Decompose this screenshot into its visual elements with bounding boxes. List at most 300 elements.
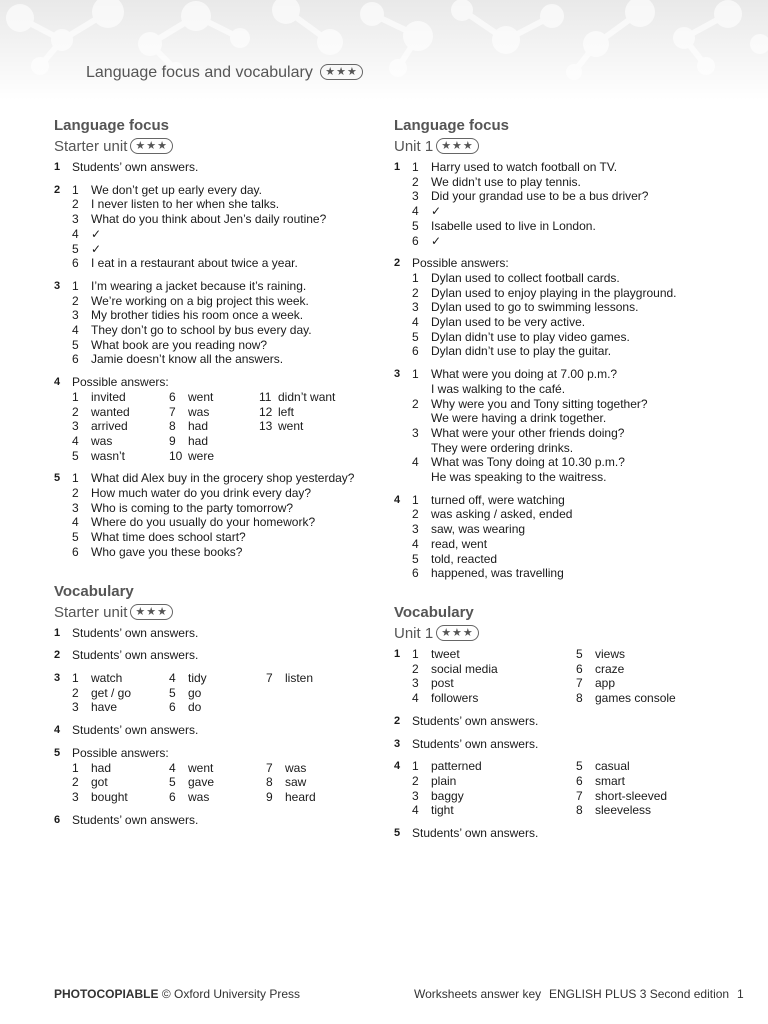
item-number: 2: [72, 486, 79, 501]
item-text: What was Tony doing at 10.30 p.m.?: [431, 455, 625, 470]
item-text: gave: [188, 775, 215, 790]
item-number: 1: [412, 492, 419, 507]
item-number: 3: [72, 789, 79, 804]
stars-badge: ★★★: [436, 625, 479, 641]
item-text: post: [431, 676, 454, 691]
item-number: 7: [576, 788, 583, 803]
item-text: went: [188, 389, 214, 404]
exercise-2: [54, 183, 384, 271]
item-text: My brother tidies his room once a week.: [91, 308, 304, 323]
item-text: was: [285, 760, 307, 775]
item-number: 3: [72, 500, 79, 515]
exercise-number: 5: [54, 746, 61, 759]
exercise-4: [54, 375, 384, 463]
grid-cell: [72, 449, 169, 464]
item-text: We’re working on a big project this week.: [91, 293, 309, 308]
item-text: do: [188, 700, 202, 715]
item-text: had: [188, 433, 209, 448]
grid-cell: [576, 789, 716, 804]
item-text: Dylan didn’t use to play video games.: [431, 329, 630, 344]
subheading-text: Starter unit: [54, 603, 128, 621]
grid-cell: [72, 775, 169, 790]
item-number: 1: [72, 471, 79, 486]
item-number: 5: [169, 775, 176, 790]
answer-grid: [412, 759, 734, 818]
item-text: went: [188, 760, 214, 775]
exercise-3: [54, 279, 384, 367]
item-text: short-sleeved: [595, 788, 668, 803]
answer-item: [412, 286, 734, 301]
answer-item: [412, 522, 734, 537]
answer-list: [412, 367, 734, 485]
grid-cell: [412, 662, 576, 677]
page-title: [86, 64, 363, 82]
item-number: 1: [412, 160, 419, 174]
grid-cell: [259, 419, 359, 434]
stars-badge: ★★★: [130, 604, 173, 620]
answer-intro: Possible answers:: [412, 256, 509, 271]
item-text: got: [91, 775, 108, 790]
language-focus-heading: Language focus: [54, 117, 170, 134]
item-number: 6: [72, 544, 79, 559]
item-text: I never listen to her when she talks.: [91, 197, 280, 212]
item-number: 3: [412, 676, 419, 691]
item-text: Did your grandad use to be a bus driver?: [431, 189, 649, 204]
item-number: 2: [412, 773, 419, 788]
item-number: 1: [72, 389, 79, 404]
vocabulary-heading: Vocabulary: [394, 603, 474, 621]
item-text: Where do you usually do your homework?: [91, 515, 316, 530]
answer-item: [72, 530, 384, 545]
item-text: was: [188, 404, 210, 419]
item-number: 5: [412, 218, 419, 233]
exercise-number: 2: [54, 649, 61, 662]
item-number: 6: [169, 789, 176, 804]
grid-cell: [259, 390, 359, 405]
answer-text: Students’ own answers.: [412, 736, 539, 751]
item-text: What did Alex buy in the grocery shop yesterday?: [91, 471, 355, 486]
answer-item: [412, 507, 734, 522]
grid-cell: [266, 761, 356, 776]
item-number: 1: [72, 182, 79, 197]
item-number: 7: [266, 760, 273, 775]
footer-edition: ENGLISH PLUS 3 Second edition: [549, 987, 730, 1001]
item-number: 2: [412, 285, 419, 300]
item-number: 8: [576, 803, 583, 818]
item-text: app: [595, 676, 616, 691]
item-text: social media: [431, 661, 498, 676]
grid-cell: [576, 676, 716, 691]
grid-cell: [412, 789, 576, 804]
item-text: was asking / asked, ended: [431, 507, 573, 522]
answer-list: [412, 271, 734, 359]
item-text: They don’t go to school by bus every day.: [91, 323, 312, 338]
exercise-5: [54, 746, 384, 805]
item-number: 7: [266, 670, 273, 685]
starter-unit-subheading: [54, 602, 384, 624]
item-text: What were your other friends doing?: [431, 425, 625, 440]
stars-badge: ★★★: [320, 64, 363, 80]
item-text: saw: [285, 775, 307, 790]
answer-list: [412, 160, 734, 248]
exercise-4: [394, 759, 734, 818]
answer-item: [412, 344, 734, 359]
grid-cell: [169, 419, 259, 434]
item-text: Who is coming to the party tomorrow?: [91, 500, 294, 515]
exercise-number: 1: [394, 161, 401, 173]
item-number: 8: [576, 691, 583, 706]
grid-cell: [169, 790, 266, 805]
item-text: tidy: [188, 670, 207, 685]
item-text: sleeveless: [595, 803, 652, 818]
item-text: followers: [431, 691, 479, 706]
item-text: bought: [91, 789, 128, 804]
item-text: I eat in a restaurant about twice a year.: [91, 256, 298, 271]
item-subtext: We were having a drink together.: [431, 411, 607, 426]
answer-intro: Possible answers:: [72, 745, 169, 760]
grid-cell: [72, 790, 169, 805]
item-text: were: [188, 448, 215, 463]
grid-cell: [412, 803, 576, 818]
grid-cell: [412, 676, 576, 691]
item-text: We didn’t use to play tennis.: [431, 174, 581, 189]
grid-cell: [576, 691, 716, 706]
item-number: 1: [72, 670, 79, 685]
exercise-6: [54, 813, 384, 828]
grid-cell: [169, 671, 266, 686]
item-text: We don’t get up early every day.: [91, 182, 262, 197]
answer-text: Students’ own answers.: [72, 812, 199, 827]
item-number: 6: [72, 256, 79, 271]
subheading-text: Starter unit: [54, 138, 128, 155]
item-text: watch: [91, 670, 123, 685]
item-number: 4: [72, 515, 79, 530]
exercise-number: 5: [54, 472, 61, 485]
answer-item: [72, 279, 384, 294]
item-number: 1: [412, 646, 419, 661]
answer-text: Students’ own answers.: [72, 648, 199, 663]
exercise-number: 1: [54, 161, 61, 173]
page-number: 1: [737, 987, 744, 1001]
vocabulary-heading: Vocabulary: [54, 582, 134, 600]
item-text: ✓: [431, 204, 442, 219]
item-number: 8: [169, 419, 176, 434]
item-text: turned off, were watching: [431, 492, 565, 507]
item-text: Dylan used to collect football cards.: [431, 270, 620, 285]
item-text: What book are you reading now?: [91, 337, 268, 352]
exercise-number: 2: [394, 714, 401, 727]
answer-list: [72, 279, 384, 367]
answer-item: [72, 294, 384, 309]
item-number: 4: [412, 803, 419, 818]
item-text: baggy: [431, 788, 464, 803]
copyright-text: © Oxford University Press: [161, 987, 301, 1001]
grid-cell: [412, 691, 576, 706]
item-number: 10: [169, 448, 183, 463]
item-number: 4: [169, 760, 176, 775]
answer-item: [412, 426, 734, 455]
item-number: 7: [576, 676, 583, 691]
answer-text: Students’ own answers.: [72, 625, 199, 640]
subheading-text: Unit 1: [394, 138, 434, 155]
item-text: smart: [595, 773, 625, 788]
item-text: wanted: [91, 404, 130, 419]
item-text: plain: [431, 773, 457, 788]
exercise-1: [394, 647, 734, 706]
item-text: games console: [595, 691, 676, 706]
item-text: Harry used to watch football on TV.: [431, 160, 618, 174]
answer-item: [412, 271, 734, 286]
answer-grid: [72, 390, 384, 464]
exercise-number: 3: [394, 737, 401, 750]
item-number: 6: [412, 344, 419, 359]
item-text: was: [91, 433, 113, 448]
exercise-number: 3: [54, 671, 61, 684]
item-text: get / go: [91, 685, 132, 700]
item-subtext: I was walking to the café.: [431, 381, 566, 396]
grid-cell: [266, 686, 356, 701]
item-text: ✓: [91, 241, 102, 256]
item-number: 5: [412, 551, 419, 566]
answer-item: [72, 212, 384, 227]
grid-cell: [576, 647, 716, 662]
answer-item: [72, 308, 384, 323]
item-number: 1: [72, 278, 79, 293]
exercise-number: 2: [394, 257, 401, 270]
item-number: 4: [412, 204, 419, 219]
answer-list: [72, 183, 384, 271]
answer-grid: [412, 647, 734, 706]
item-number: 4: [72, 433, 79, 448]
item-text: How much water do you drink every day?: [91, 486, 312, 501]
answer-item: [412, 234, 734, 249]
item-text: tight: [431, 803, 454, 818]
item-number: 9: [169, 433, 176, 448]
answer-item: [72, 471, 384, 486]
exercise-5: [394, 826, 734, 841]
answer-intro: Possible answers:: [72, 375, 169, 390]
answer-item: [72, 545, 384, 560]
item-number: 5: [576, 759, 583, 774]
item-number: 2: [72, 404, 79, 419]
item-number: 5: [412, 329, 419, 344]
answer-item: [412, 537, 734, 552]
item-number: 2: [72, 685, 79, 700]
item-text: What were you doing at 7.00 p.m.?: [431, 367, 618, 382]
item-text: have: [91, 700, 118, 715]
item-number: 3: [72, 419, 79, 434]
grid-cell: [266, 671, 356, 686]
answer-text: Students’ own answers.: [72, 160, 199, 174]
grid-cell: [412, 774, 576, 789]
footer-left: [54, 987, 300, 1001]
item-text: arrived: [91, 419, 128, 434]
item-number: 11: [259, 389, 272, 404]
exercise-number: 5: [394, 827, 401, 840]
answer-text: Students’ own answers.: [412, 713, 539, 728]
stars-badge: ★★★: [130, 138, 173, 154]
item-number: 5: [72, 337, 79, 352]
answer-item: [72, 323, 384, 338]
grid-cell: [72, 390, 169, 405]
item-text: Dylan used to go to swimming lessons.: [431, 300, 639, 315]
item-number: 2: [412, 507, 419, 522]
grid-cell: [576, 759, 716, 774]
subheading-text: Unit 1: [394, 624, 434, 642]
answer-item: [412, 455, 734, 484]
grid-cell: [412, 759, 576, 774]
answer-item: [412, 330, 734, 345]
grid-cell: [259, 434, 359, 449]
grid-cell: [576, 774, 716, 789]
answer-item: [72, 352, 384, 367]
grid-cell: [169, 405, 259, 420]
exercise-5: [54, 471, 384, 559]
item-text: read, went: [431, 536, 488, 551]
right-column: [394, 116, 734, 849]
item-text: What do you think about Jen’s daily routine?: [91, 212, 327, 227]
item-number: 4: [72, 226, 79, 241]
answer-list: [412, 493, 734, 581]
item-subtext: They were ordering drinks.: [431, 440, 574, 455]
answer-item: [72, 486, 384, 501]
grid-cell: [72, 434, 169, 449]
item-number: 4: [169, 670, 176, 685]
item-text: Jamie doesn’t know all the answers.: [91, 352, 284, 367]
item-text: happened, was travelling: [431, 566, 564, 581]
item-number: 1: [72, 760, 79, 775]
exercise-number: 6: [54, 813, 61, 826]
exercise-3: [394, 737, 734, 752]
answer-item: [412, 189, 734, 204]
item-subtext: He was speaking to the waitress.: [431, 470, 607, 485]
photocopiable-label: PHOTOCOPIABLE: [54, 987, 159, 1001]
item-text: ✓: [431, 233, 442, 248]
item-text: Who gave you these books?: [91, 544, 243, 559]
item-text: Dylan used to be very active.: [431, 315, 586, 330]
grid-cell: [576, 803, 716, 818]
item-text: Dylan used to enjoy playing in the playground.: [431, 285, 677, 300]
unit-1-subheading: [394, 136, 734, 158]
item-number: 3: [412, 300, 419, 315]
item-number: 5: [72, 241, 79, 256]
item-text: wasn’t: [91, 448, 126, 463]
answer-item: [72, 242, 384, 257]
exercise-number: 3: [54, 279, 61, 292]
exercise-2: [394, 256, 734, 359]
item-text: had: [188, 419, 209, 434]
grid-cell: [169, 761, 266, 776]
item-number: 2: [412, 396, 419, 411]
answer-item: [72, 338, 384, 353]
exercise-number: 3: [394, 368, 401, 381]
grid-cell: [72, 671, 169, 686]
item-number: 7: [169, 404, 176, 419]
answer-grid: [72, 761, 384, 805]
answer-item: [72, 197, 384, 212]
grid-cell: [72, 419, 169, 434]
item-number: 4: [412, 691, 419, 706]
answer-item: [412, 367, 734, 396]
exercise-2: [54, 648, 384, 663]
answer-item: [412, 219, 734, 234]
item-number: 6: [412, 233, 419, 248]
answer-item: [72, 515, 384, 530]
item-number: 2: [72, 293, 79, 308]
unit-1-subheading: [394, 623, 734, 645]
item-number: 2: [72, 197, 79, 212]
grid-cell: [266, 790, 356, 805]
item-number: 1: [412, 270, 419, 285]
grid-cell: [576, 662, 716, 677]
item-text: patterned: [431, 759, 482, 774]
item-number: 6: [169, 389, 176, 404]
grid-cell: [72, 700, 169, 715]
item-number: 1: [412, 759, 419, 774]
answer-item: [412, 300, 734, 315]
exercise-1: [394, 160, 734, 248]
answer-item: [412, 160, 734, 175]
grid-cell: [169, 390, 259, 405]
item-number: 3: [412, 425, 419, 440]
exercise-number: 1: [394, 647, 401, 660]
left-column: [54, 116, 384, 835]
item-text: Dylan didn’t use to play the guitar.: [431, 344, 612, 359]
answer-item: [412, 552, 734, 567]
answer-item: [412, 175, 734, 190]
grid-cell: [169, 686, 266, 701]
footer-worksheet: Worksheets answer key: [414, 987, 542, 1001]
exercise-3: [394, 367, 734, 485]
grid-cell: [72, 761, 169, 776]
item-number: 5: [72, 530, 79, 545]
exercise-number: 4: [54, 376, 61, 389]
stars-badge: ★★★: [436, 138, 479, 154]
item-number: 4: [412, 315, 419, 330]
answer-item: [412, 315, 734, 330]
item-number: 6: [576, 773, 583, 788]
item-number: 8: [266, 775, 273, 790]
grid-cell: [412, 647, 576, 662]
exercise-number: 2: [54, 183, 61, 196]
item-number: 2: [412, 661, 419, 676]
exercise-4: [54, 723, 384, 738]
exercise-1: [54, 626, 384, 641]
item-number: 3: [72, 212, 79, 227]
item-number: 3: [412, 788, 419, 803]
item-number: 4: [412, 536, 419, 551]
grid-cell: [169, 434, 259, 449]
exercise-number: 4: [394, 493, 401, 506]
starter-unit-subheading: [54, 136, 384, 158]
exercise-1: [54, 160, 384, 175]
item-text: I’m wearing a jacket because it’s raining.: [91, 278, 307, 293]
item-text: didn’t want: [278, 389, 336, 404]
answer-item: [412, 397, 734, 426]
item-text: casual: [595, 759, 630, 774]
item-number: 6: [72, 352, 79, 367]
grid-cell: [169, 700, 266, 715]
exercise-number: 4: [54, 724, 61, 737]
grid-cell: [169, 775, 266, 790]
item-number: 5: [576, 646, 583, 661]
answer-item: [412, 204, 734, 219]
answer-text: Students’ own answers.: [72, 723, 199, 738]
page-title-text: Language focus and vocabulary: [86, 64, 313, 81]
item-number: 3: [412, 522, 419, 537]
molecule-pattern: [0, 0, 768, 100]
exercise-2: [394, 714, 734, 729]
